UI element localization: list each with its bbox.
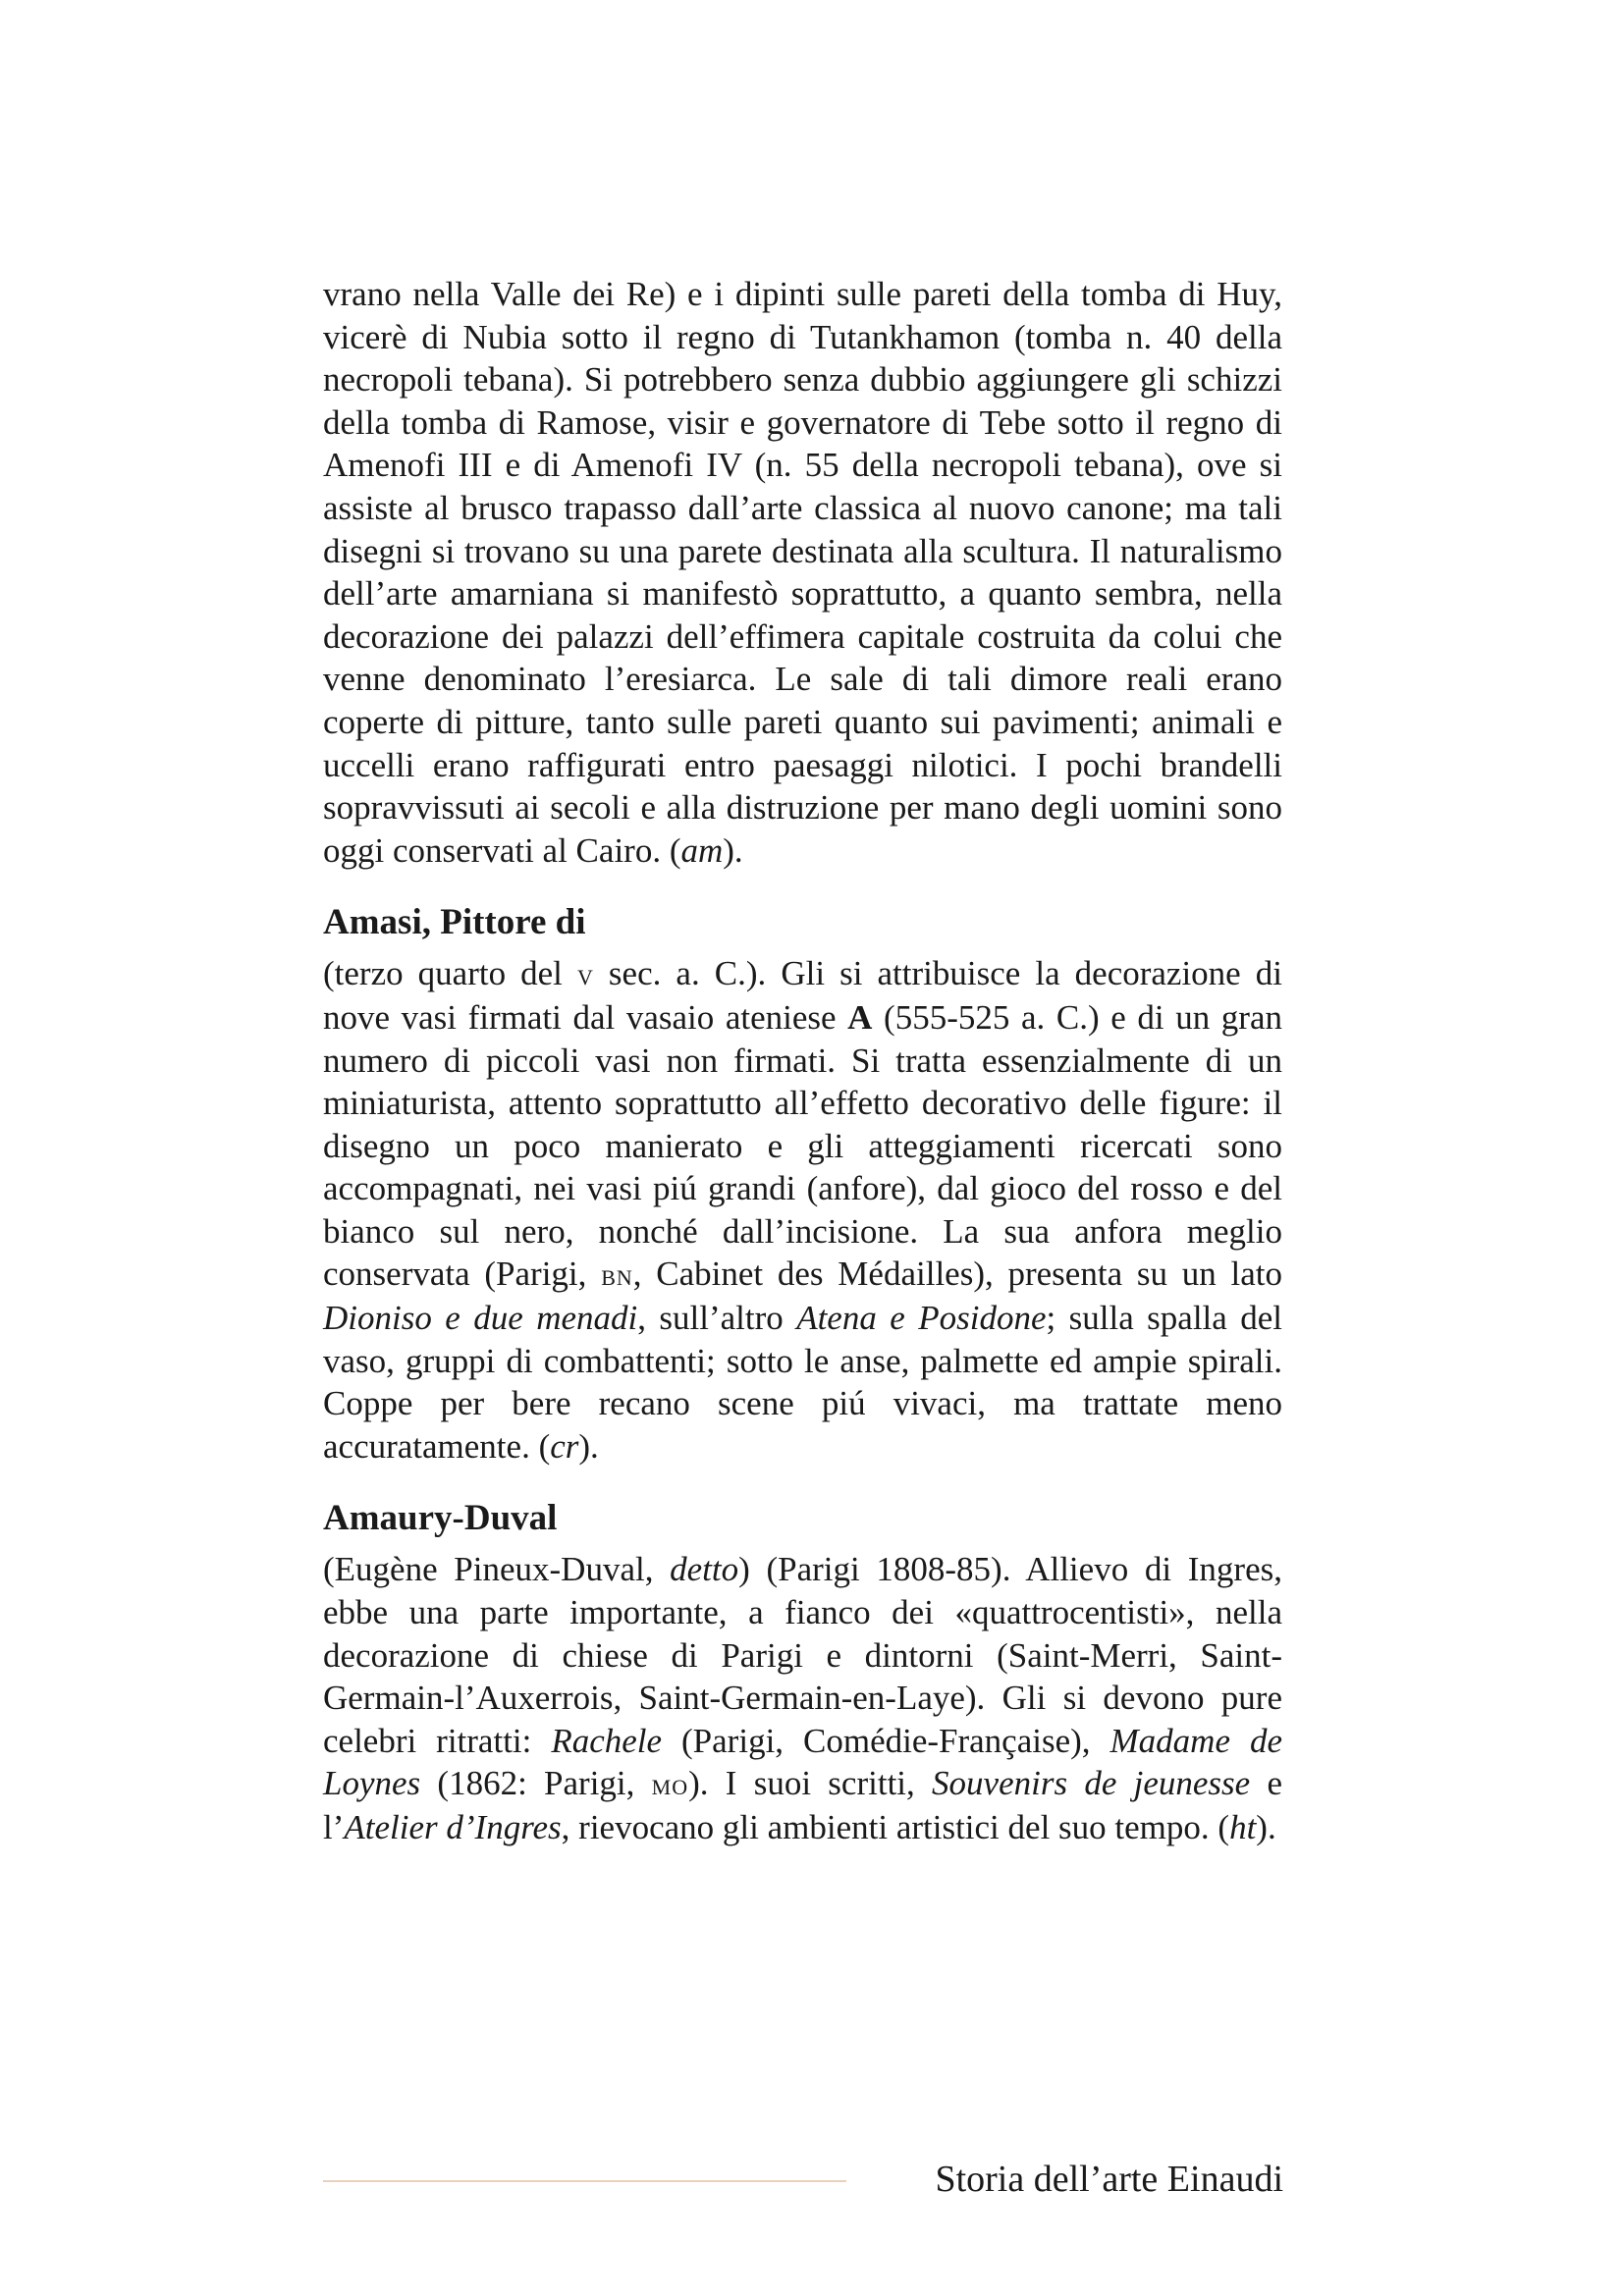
paragraph-text: , Cabinet des Médailles), presenta su un lato <box>632 1255 1282 1294</box>
paragraph-text: ). <box>578 1426 599 1466</box>
paragraph-text: (Eugène Pineux-Duval, <box>323 1550 671 1589</box>
paragraph-text: (Parigi, Comédie-Française), <box>662 1721 1110 1760</box>
cross-reference: A <box>847 997 873 1037</box>
entry-heading-amasi: Amasi, Pittore di <box>323 902 586 943</box>
century-numeral: v <box>576 957 594 992</box>
work-title: Atelier d’Ingres <box>344 1808 562 1846</box>
paragraph-text: ; sulla spalla del vaso, gruppi di combattenti; sotto le anse, palmette ed ampie spirali. Coppe per bere recano scene piú vivaci, ma trattate meno accuratamente. ( <box>323 1299 1282 1466</box>
paragraph-text: vrano nella Valle dei Re) e i dipinti sulle pareti della tomba di Huy, vicerè di Nubia sotto il regno di Tutankhamon (tomba n. 40 della necropoli tebana). Si potrebbero senza dubbio aggiungere gli schizzi della tomba di Ramose, visir e governatore di Tebe sotto il regno di Amenofi III e di Amenofi IV (n. 55 della necropoli tebana), ove si assiste al brusco trapasso dall’arte classica al nuovo canone; ma tali disegni si trovano su una parete destinata alla scultura. Il naturalismo dell’arte amarniana si manifestò soprattutto, a quanto sembra, nella decorazione dei palazzi dell’effimera capitale costruita da colui che venne denominato l’eresiarca. Le sale di tali dimore reali erano coperte di pitture, tanto sulle pareti quanto sui pavimenti; animali e uccelli erano raffigurati entro paesaggi nilotici. I pochi brandelli sopravvissuti ai secoli e alla distruzione per mano degli uomini sono oggi conservati al Cairo. ( <box>323 275 1282 870</box>
italic-term: detto <box>670 1550 739 1589</box>
footer-title: Storia dell’arte Einaudi <box>935 2159 1283 2200</box>
entry-body-amaury-duval <box>323 1548 1282 1848</box>
work-title: Atena e Posidone <box>796 1299 1047 1338</box>
text-column <box>323 273 1282 1849</box>
work-title: Dioniso e due menadi <box>323 1299 638 1338</box>
paragraph-text: (1862: Parigi, <box>420 1764 652 1803</box>
author-initials: am <box>680 830 724 870</box>
abbreviation: bn <box>601 1257 633 1293</box>
entry-heading-amaury-duval: Amaury-Duval <box>323 1498 558 1539</box>
paragraph-text: (555-525 a. C.) e di un gran numero di piccoli vasi non firmati. Si tratta essenzialmente di un miniaturista, attento soprattutto all’effetto decorativo delle figure: il disegno un poco manierato e gli atteggiamenti ricercati sono accompagnati, nei vasi piú grandi (anfore), dal gioco del rosso e del bianco sul nero, nonché dall’incisione. La sua anfora meglio conservata (Parigi, <box>323 997 1282 1294</box>
author-initials: cr <box>550 1426 579 1466</box>
paragraph-text: e l’ <box>323 1764 1282 1846</box>
entry-body-amasi <box>323 952 1282 1468</box>
paragraph-text: ). I suoi scritti, <box>688 1764 933 1803</box>
paragraph-text: (terzo quarto del <box>323 954 577 993</box>
paragraph-text: ). <box>723 830 743 870</box>
author-initials: ht <box>1229 1808 1257 1846</box>
paragraph-text: ) (Parigi 1808-85). Allievo di Ingres, ebbe una parte importante, a fianco dei «quattrocentisti», nella decorazione di chiese di Parigi e dintorni (Saint-Merri, Saint-Germain-l’Auxerrois, Saint-Germain-en-Laye). Gli si devono pure celebri ritratti: <box>323 1550 1282 1760</box>
paragraph-text: , sull’altro <box>637 1299 797 1338</box>
abbreviation: mo <box>651 1767 689 1802</box>
work-title: Madame de Loynes <box>323 1721 1282 1803</box>
work-title: Souvenirs de jeunesse <box>932 1764 1251 1803</box>
work-title: Rachele <box>551 1721 663 1760</box>
paragraph-text: ). <box>1256 1808 1276 1846</box>
footer-rule <box>323 2180 846 2182</box>
entry-continuation-paragraph <box>323 273 1282 872</box>
paragraph-text: sec. a. C.). Gli si attribuisce la decorazione di nove vasi firmati dal vasaio ateniese <box>323 954 1283 1037</box>
paragraph-text: , rievocano gli ambienti artistici del suo tempo. ( <box>561 1808 1230 1846</box>
